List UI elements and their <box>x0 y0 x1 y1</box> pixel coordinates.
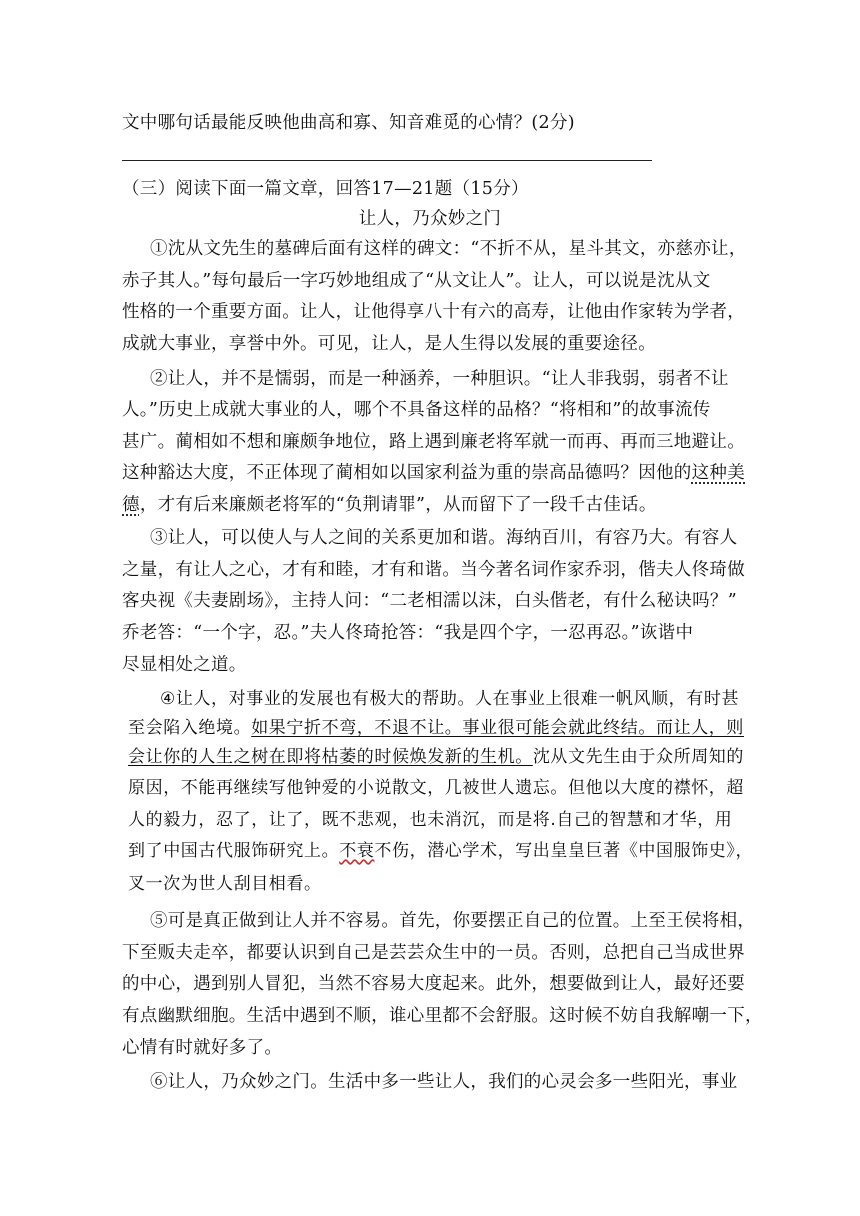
para3-line-1: ③让人，可以使人与人之间的关系更加和谐。海纳百川，有容乃大。有容人 <box>150 528 738 548</box>
para4-line-1: ④让人，对事业的发展也有极大的帮助。人在事业上很难一帆风顺，有时甚 <box>160 689 740 709</box>
para3-line-4: 乔老答：“一个字，忍。”夫人佟琦抢答：“我是四个字，一忍再忍。”诙谐中 <box>122 623 694 643</box>
para4-line-5: 人的毅力，忍了，让了，既不悲观，也未消沉，而是将.自己的智慧和才华，用 <box>128 810 733 830</box>
underlined-sentence-1: 如果宁折不弯，不退不让。事业很可能会就此终结。而让人，则 <box>251 718 745 738</box>
question-text: 文中哪句话最能反映他曲高和寡、知音难觅的心情？(2分) <box>122 113 575 133</box>
para1-line-4: 成就大事业，享誉中外。可见，让人，是人生得以发展的重要途径。 <box>122 334 656 354</box>
para5-line-3: 的中心，遇到别人冒犯，当然不容易大度起来。此外，想要做到让人，最好还要 <box>122 974 745 994</box>
para3-line-3: 客央视《夫妻剧场》，主持人问：“二老相濡以沫，白头偕老，有什么秘诀吗？” <box>122 591 737 611</box>
para2-line-2: 人。”历史上成就大事业的人，哪个不具备这样的品格？“将相和”的故事流传 <box>122 400 711 420</box>
underlined-sentence-2: 会让你的人生之树在即将枯萎的时候焕发新的生机。 <box>128 747 533 767</box>
para4-line-2a: 至会陷入绝境。 <box>128 718 252 738</box>
emphasis-dotted-1: 这种美 <box>691 463 746 483</box>
answer-line[interactable] <box>122 160 652 161</box>
para6-line-1: ⑥让人，乃众妙之门。生活中多一些让人，我们的心灵会多一些阳光，事业 <box>150 1072 738 1092</box>
para1-line-2: 赤子其人。”每句最后一字巧妙地组成了“从文让人”。让人，可以说是沈从文 <box>122 271 711 291</box>
para4-line-6a: 到了中国古代服饰研究上。 <box>128 841 340 861</box>
para1-line-1: ①沈从文先生的墓碑后面有这样的碑文：“不折不从，星斗其文，亦慈亦让， <box>150 239 747 259</box>
section-heading: （三）阅读下面一篇文章，回答17—21题（15分） <box>122 179 529 199</box>
para3-line-2: 之量，有让人之心，才有和睦，才有和谐。当今著名词作家乔羽，偕夫人佟琦做 <box>122 560 745 580</box>
para4-line-4: 原因，不能再继续写他钟爱的小说散文，几被世人遗忘。但他以大度的襟怀，超 <box>128 778 744 798</box>
para4-line-3 <box>128 746 744 768</box>
para4-line-6c: 不伤，潜心学术，写出皇皇巨著《中国服饰史》， <box>374 841 754 861</box>
para3-line-5: 尽显相处之道。 <box>122 655 247 675</box>
para5-line-2: 下至贩夫走卒，都要认识到自己是芸芸众生中的一员。否则，总把自己当成世界 <box>122 943 745 963</box>
article-title: 让人，乃众妙之门 <box>358 209 502 229</box>
para5-line-4: 有点幽默细胞。生活中遇到不顺，谁心里都不会舒服。这时候不妨自我解嘲一下， <box>122 1006 763 1026</box>
para4-line-7: 叉一次为世人刮目相看。 <box>128 874 322 894</box>
para5-line-1: ⑤可是真正做到让人并不容易。首先，你要摆正自己的位置。上至王侯将相， <box>150 911 756 931</box>
para2-line-4 <box>122 462 745 484</box>
emphasis-dotted-2: 德 <box>122 495 140 515</box>
para2-line-1: ②让人，并不是懦弱，而是一种涵养，一种胆识。“让人非我弱，弱者不让 <box>150 369 729 389</box>
para1-line-3: 性格的一个重要方面。让人，让他得享八十有六的高寿，让他由作家转为学者， <box>122 302 745 322</box>
para2-line-3: 甚广。蔺相如不想和廉颇争地位，路上遇到廉老将军就一而再、再而三地避让。 <box>122 432 745 452</box>
para4-line-2 <box>128 717 744 739</box>
para2-line-4-text: 这种豁达大度，不正体现了蔺相如以国家利益为重的崇高品德吗？因他的 <box>122 463 692 483</box>
spellcheck-word: 不衰 <box>339 841 375 861</box>
para2-line-5 <box>122 494 657 516</box>
para4-line-6 <box>128 840 753 862</box>
para5-line-5: 心情有时就好多了。 <box>122 1038 283 1058</box>
para2-line-5-text: ，才有后来廉颇老将军的“负荆请罪”，从而留下了一段千古佳话。 <box>139 495 657 515</box>
para4-line-3b: 沈从文先生由于众所周知的 <box>532 747 745 767</box>
